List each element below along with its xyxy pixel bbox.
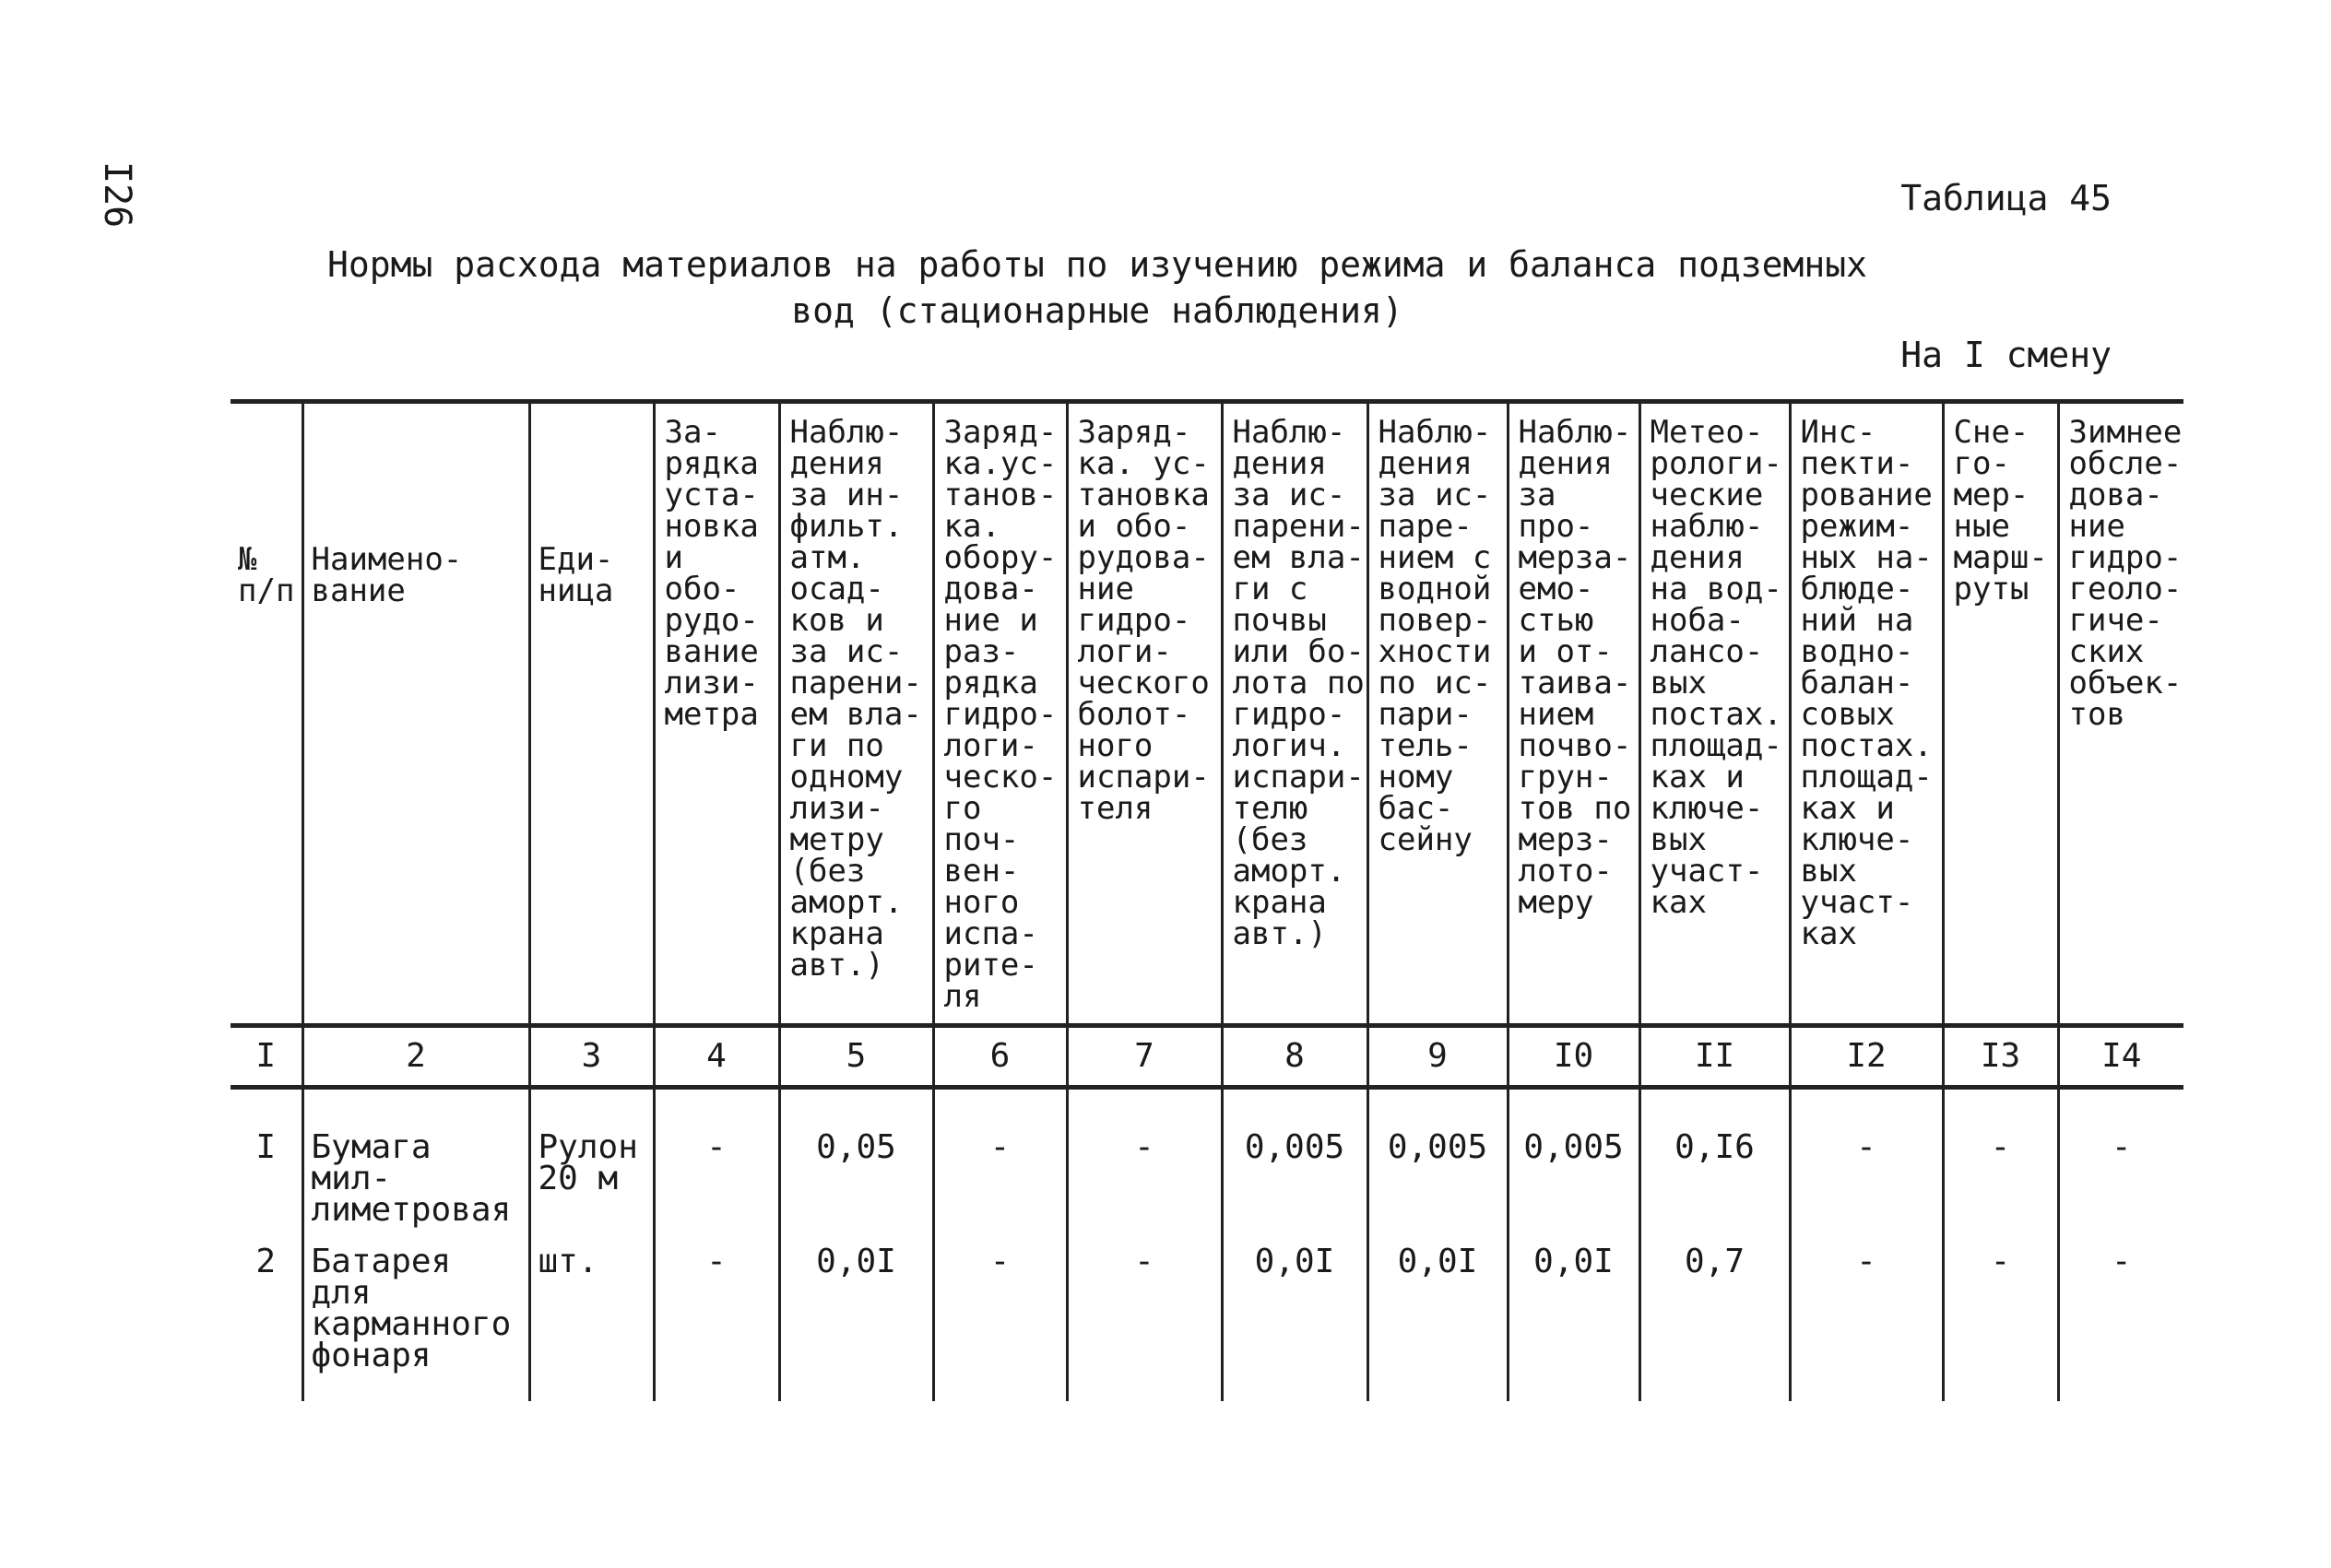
column-number: 4 (654, 1026, 779, 1088)
material-name: Бумага мил- лиметровая (302, 1088, 529, 1227)
norm-value: 0,0I (1222, 1226, 1367, 1401)
column-number-row (231, 1026, 2183, 1088)
table-row (231, 1226, 2183, 1401)
column-number: I4 (2058, 1026, 2183, 1088)
page-number: I26 (96, 161, 138, 229)
header-cell-12: Инс- пекти- рование режим- ных на- блюде- ний на водно- балан- совых постах. площад- ках и ключе- вых участ- ках (1790, 402, 1943, 1026)
norm-value: 0,7 (1639, 1226, 1790, 1401)
norm-value: 0,005 (1508, 1088, 1639, 1227)
header-cell-unit: Еди- ница (529, 402, 654, 1026)
header-cell-14: Зимнее обсле- дова- ние гидро- геоло- гиче- ских объек- тов (2058, 402, 2183, 1026)
unit: шт. (529, 1226, 654, 1401)
column-number: 6 (933, 1026, 1067, 1088)
header-cell-10: Наблю- дения за про- мерза- емо- стью и от- таива- нием почво- грун- тов по мерз- лото- меру (1508, 402, 1639, 1026)
column-number: I2 (1790, 1026, 1943, 1088)
norm-value: 0,005 (1367, 1088, 1508, 1227)
header-cell-6: Заряд- ка.ус- танов- ка. обору- дова- ние и раз- рядка гидро- логи- ческо- го поч- вен- ного испа- рите- ля (933, 402, 1067, 1026)
column-number: 5 (779, 1026, 933, 1088)
title-line-2: вод (стационарные наблюдения) (791, 290, 1403, 331)
column-number: I (231, 1026, 302, 1088)
header-cell-11: Метео- рологи- ческие наблю- дения на вод- ноба- лансо- вых постах. площад- ках и ключе- вых участ- ках (1639, 402, 1790, 1026)
table-label: Таблица 45 (1900, 178, 2112, 218)
header-cell-name: Наимено- вание (302, 402, 529, 1026)
norm-value: - (933, 1088, 1067, 1227)
norm-value: - (1943, 1088, 2058, 1227)
header-cell-9: Наблю- дения за ис- паре- нием с водной повер- хности по ис- пари- тель- ному бас- сейну (1367, 402, 1508, 1026)
norm-value: - (1790, 1226, 1943, 1401)
column-number: I3 (1943, 1026, 2058, 1088)
norm-value: - (1943, 1226, 2058, 1401)
norm-value: 0,0I (1367, 1226, 1508, 1401)
table-row (231, 1088, 2183, 1227)
column-number: 8 (1222, 1026, 1367, 1088)
column-number: 2 (302, 1026, 529, 1088)
norm-value: 0,05 (779, 1088, 933, 1227)
column-number: I0 (1508, 1026, 1639, 1088)
shift-note: На I смену (1900, 335, 2112, 375)
column-number: 7 (1067, 1026, 1222, 1088)
unit: Рулон 20 м (529, 1088, 654, 1227)
norm-value: 0,I6 (1639, 1088, 1790, 1227)
header-cell-num: № п/п (231, 402, 302, 1026)
norm-value: - (1067, 1088, 1222, 1227)
norm-value: 0,005 (1222, 1088, 1367, 1227)
norm-value: - (654, 1088, 779, 1227)
header-cell-7: Заряд- ка. ус- тановка и обо- рудова- ние гидро- логи- ческого болот- ного испари- теля (1067, 402, 1222, 1026)
norm-value: - (933, 1226, 1067, 1401)
title-line-1: Нормы расхода материалов на работы по изучению режима и баланса подземных (326, 244, 1868, 285)
column-number: 9 (1367, 1026, 1508, 1088)
norm-value: 0,0I (779, 1226, 933, 1401)
column-number: II (1639, 1026, 1790, 1088)
norm-value: - (2058, 1226, 2183, 1401)
header-cell-13: Сне- го- мер- ные марш- руты (1943, 402, 2058, 1026)
row-number: 2 (255, 1243, 277, 1280)
norm-value: - (1067, 1226, 1222, 1401)
table-title (0, 242, 2195, 334)
norm-value: - (2058, 1088, 2183, 1227)
material-name: Батарея для карманного фонаря (302, 1226, 529, 1401)
header-row (231, 402, 2183, 1026)
column-number: 3 (529, 1026, 654, 1088)
norm-value: - (1790, 1088, 1943, 1227)
header-cell-8: Наблю- дения за ис- парени- ем вла- ги с почвы или бо- лота по гидро- логич. испари- телю (без аморт. крана авт.) (1222, 402, 1367, 1026)
header-cell-4: За- рядка уста- новка и обо- рудо- вание лизи- метра (654, 402, 779, 1026)
header-cell-5: Наблю- дения за ин- фильт. атм. осад- ков и за ис- парени- ем вла- ги по одному лизи- метру (без аморт. крана авт.) (779, 402, 933, 1026)
norms-table (231, 399, 2183, 1401)
norm-value: 0,0I (1508, 1226, 1639, 1401)
row-number: I (255, 1128, 277, 1166)
norm-value: - (654, 1226, 779, 1401)
